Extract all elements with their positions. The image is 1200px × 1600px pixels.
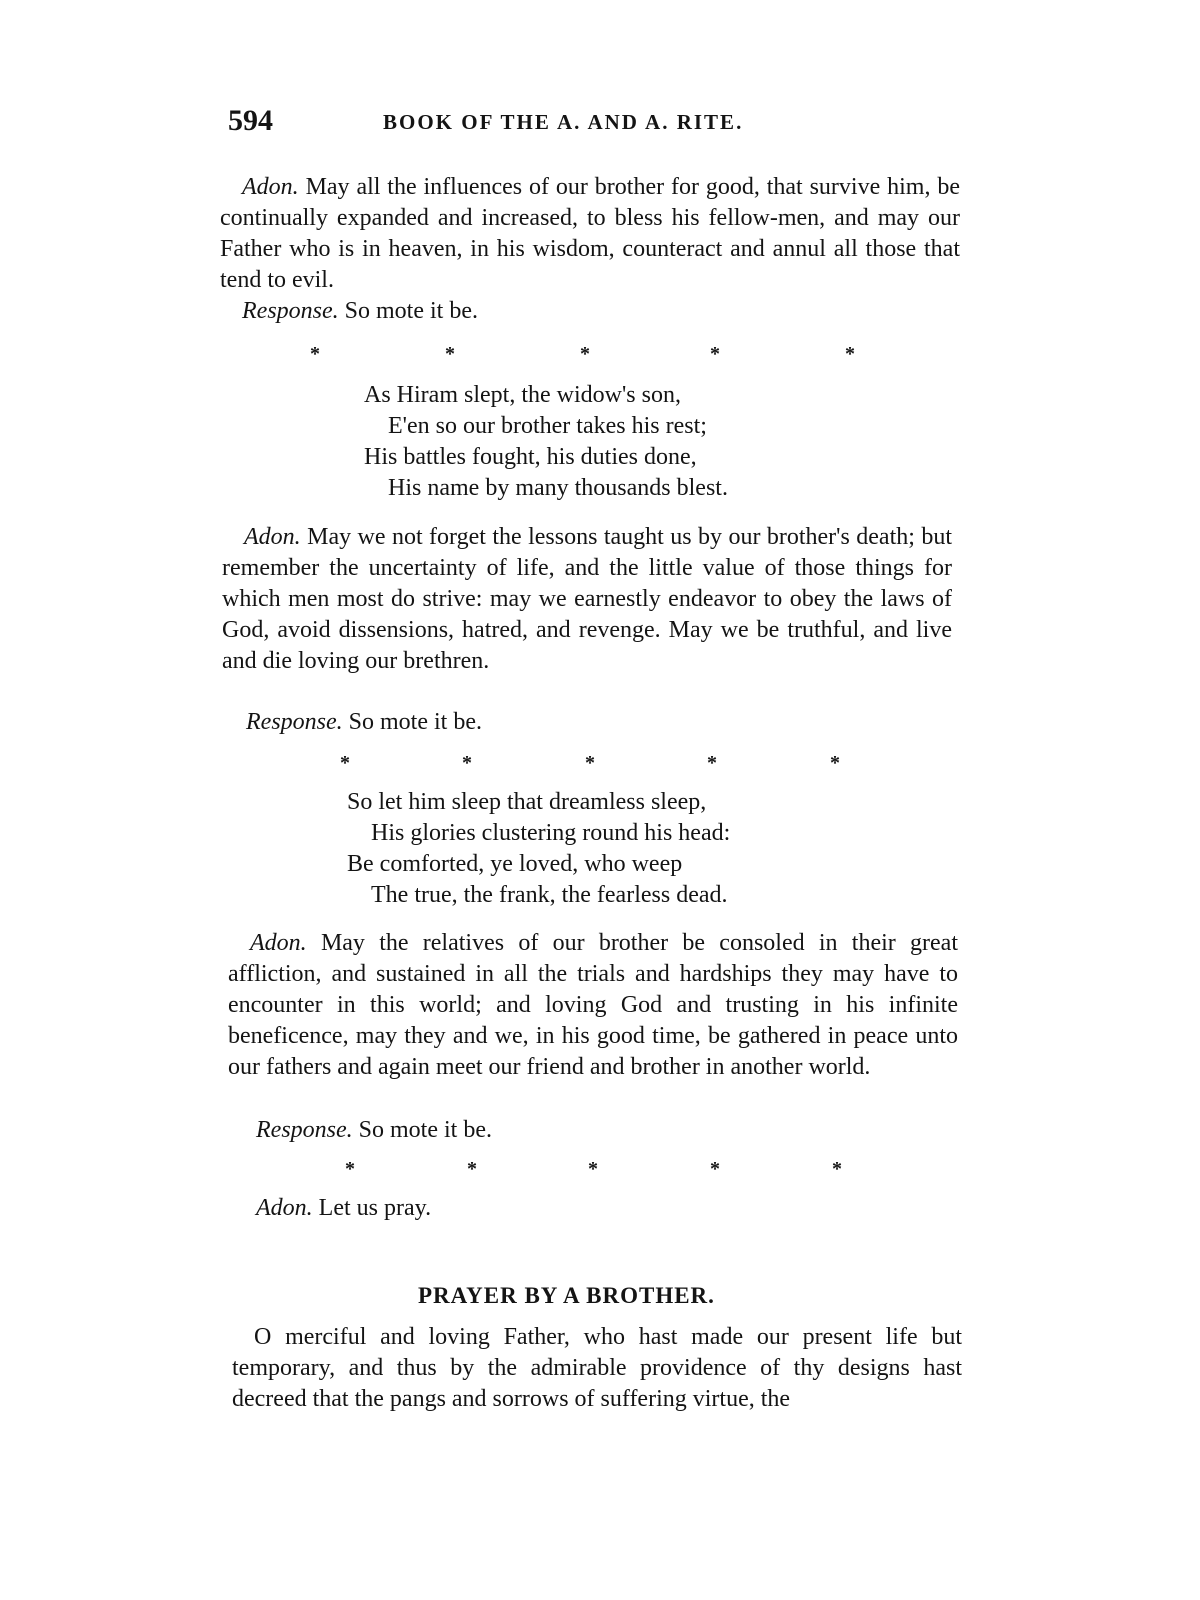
- poem-line: His glories clustering round his head:: [371, 820, 731, 846]
- response-text: So mote it be.: [348, 709, 482, 735]
- adon-paragraph-2: [222, 522, 952, 677]
- response-label: Response.: [246, 709, 343, 735]
- star-mark: *: [462, 752, 472, 774]
- paragraph-text: Let us pray.: [318, 1195, 432, 1221]
- prayer-paragraph: O merciful and loving Father, who hast made our present life but temporary, and thus by the admirable providence of thy designs hast decreed that the pangs and sorrows of suffering virtue, the: [232, 1324, 962, 1412]
- poem-line: His battles fought, his duties done,: [364, 444, 697, 470]
- star-mark: *: [580, 343, 590, 365]
- page-header: [228, 104, 988, 144]
- star-divider-2: [340, 752, 860, 776]
- poem-line: So let him sleep that dreamless sleep,: [347, 789, 707, 815]
- paragraph-text: May the relatives of our brother be consoled in their great affliction, and sustained in all the trials and hardships they may have to encounter in this world; and loving God and trusting in his infinite beneficence, may they and we, in his good time, be gathered in peace unto our fathers and again meet our friend and brother in another world.: [228, 930, 958, 1080]
- star-mark: *: [830, 752, 840, 774]
- poem-line: Be comforted, ye loved, who weep: [347, 851, 683, 877]
- running-head: BOOK OF THE A. AND A. RITE.: [383, 110, 744, 134]
- speaker-label: Adon.: [244, 524, 301, 550]
- star-mark: *: [310, 343, 320, 365]
- response-text: So mote it be.: [344, 298, 478, 324]
- adon-paragraph-1: [220, 172, 960, 296]
- star-divider-1: [310, 343, 870, 367]
- adon-paragraph-3: [228, 928, 958, 1083]
- poem-stanza-1: [364, 380, 728, 504]
- star-mark: *: [710, 1158, 720, 1180]
- star-mark: *: [845, 343, 855, 365]
- star-mark: *: [345, 1158, 355, 1180]
- paragraph-text: May all the influences of our brother for good, that survive him, be continually expanded and increased, to bless his fellow-men, and may our Father who is in heaven, in his wisdom, counteract and annul all those that tend to evil.: [220, 174, 961, 293]
- paragraph-text: May we not forget the lessons taught us by our brother's death; but remember the uncertainty of life, and the little value of those things for which men most do strive: may we earnestly endeavor to obey the laws of God, avoid dissensions, hatred, and revenge. May we be truthful, and live and die loving our brethren.: [222, 524, 953, 674]
- section-title: PRAYER BY A BROTHER.: [418, 1283, 715, 1308]
- response-line-3: [256, 1115, 492, 1146]
- response-label: Response.: [256, 1117, 353, 1143]
- page-number: 594: [228, 104, 273, 137]
- star-mark: *: [445, 343, 455, 365]
- response-label: Response.: [242, 298, 339, 324]
- poem-stanza-2: [347, 787, 730, 911]
- star-mark: *: [707, 752, 717, 774]
- poem-line: The true, the frank, the fearless dead.: [371, 882, 728, 908]
- response-line-2: [246, 707, 482, 738]
- star-mark: *: [832, 1158, 842, 1180]
- star-mark: *: [467, 1158, 477, 1180]
- star-mark: *: [710, 343, 720, 365]
- star-mark: *: [588, 1158, 598, 1180]
- star-mark: *: [585, 752, 595, 774]
- adon-line-4: [256, 1193, 431, 1224]
- speaker-label: Adon.: [256, 1195, 313, 1221]
- poem-line: His name by many thousands blest.: [388, 475, 728, 501]
- speaker-label: Adon.: [250, 930, 307, 956]
- response-text: So mote it be.: [358, 1117, 492, 1143]
- star-divider-3: [345, 1158, 865, 1182]
- poem-line: E'en so our brother takes his rest;: [388, 413, 707, 439]
- response-line-1: [242, 296, 478, 327]
- speaker-label: Adon.: [242, 174, 299, 200]
- poem-line: As Hiram slept, the widow's son,: [364, 382, 681, 408]
- star-mark: *: [340, 752, 350, 774]
